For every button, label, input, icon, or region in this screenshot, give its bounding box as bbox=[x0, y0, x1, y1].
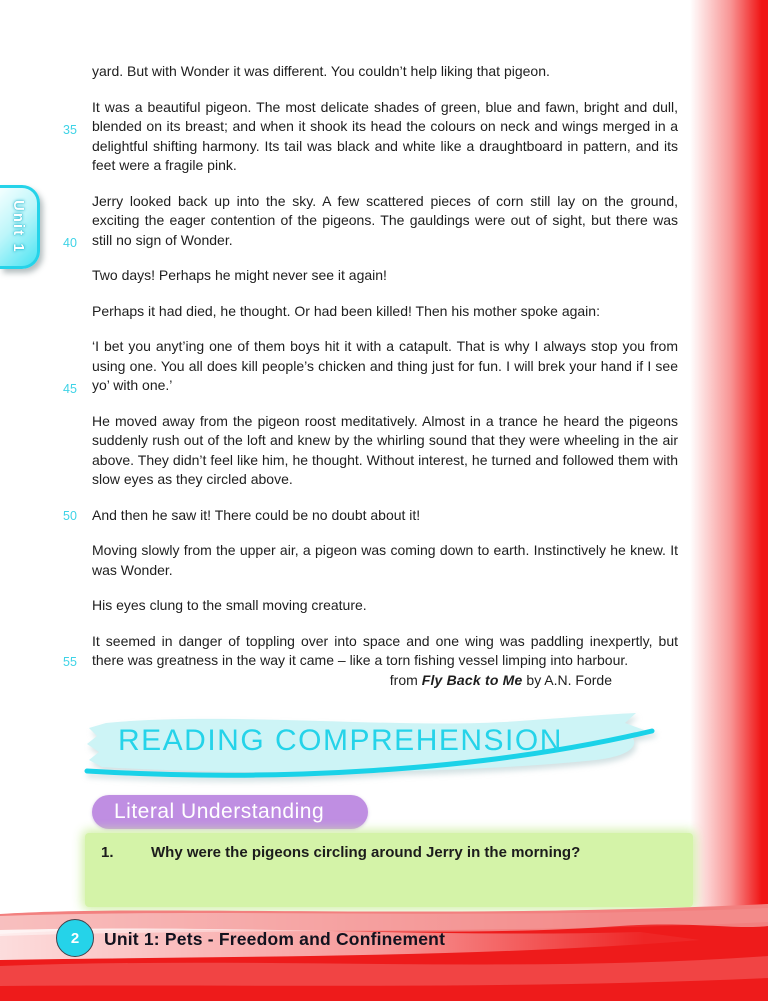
passage-attribution: from Fly Back to Me by A.N. Forde bbox=[389, 671, 612, 688]
unit-tab-label: Unit 1 bbox=[10, 200, 27, 254]
question-number: 1. bbox=[101, 844, 114, 861]
page-number-badge bbox=[56, 919, 94, 957]
footer-wave-graphic bbox=[0, 900, 768, 1001]
passage-paragraph: Moving slowly from the upper air, a pigeon was coming down to earth. Instinctively he knew. It was Wonder. bbox=[92, 542, 678, 578]
section-title: READING COMPREHENSION bbox=[118, 724, 563, 757]
passage-paragraph: It was a beautiful pigeon. The most delicate shades of green, blue and fawn, bright and dull, blended on its breast; and when it shook its head the colours on neck and wings merged in a delightful shifting harmony. Its tail was black and white like a draughtboard in pattern, and its feet were a fragile pink. bbox=[92, 98, 678, 173]
reading-passage bbox=[92, 62, 678, 690]
passage-paragraph: It seemed in danger of toppling over into space and one wing was paddling inexpertly, but there was greatness in the way it came – like a torn fishing vessel limping into harbour. bbox=[92, 632, 678, 668]
passage-paragraph: Jerry looked back up into the sky. A few scattered pieces of corn still lay on the ground, exciting the eager contention of the pigeons. The gauldings were out of sight, but there was still no sign of Wonder. bbox=[92, 192, 678, 248]
passage-paragraph: ‘I bet you anyt’ing one of them boys hit it with a catapult. That is why I always stop you from using one. You all does kill people’s chicken and thing just for fun. I will brek your hand if I see yo’ with one.’ bbox=[92, 338, 678, 393]
passage-paragraph: Two days! Perhaps he might never see it again! bbox=[92, 267, 387, 283]
line-number: 45 bbox=[63, 382, 77, 396]
line-number: 35 bbox=[63, 123, 77, 137]
footer-unit-title: Unit 1: Pets - Freedom and Confinement bbox=[104, 929, 446, 949]
passage-paragraph: He moved away from the pigeon roost meditatively. Almost in a trance he heard the pigeons suddenly rush out of the loft and knew by the whirling sound that they were wheeling in the air above. They didn’t feel like him, he thought. Without interest, he turned and followed them with slow eyes as they circled above. bbox=[92, 412, 678, 487]
page-edge-red-gradient bbox=[690, 0, 768, 1001]
passage-paragraph: yard. But with Wonder it was different. You couldn’t help liking that pigeon. bbox=[92, 63, 550, 79]
line-number: 50 bbox=[63, 509, 77, 523]
question-text: Why were the pigeons circling around Jerry in the morning? bbox=[151, 844, 581, 861]
question-box bbox=[85, 833, 693, 907]
subsection-heading: Literal Understanding bbox=[92, 795, 368, 829]
book-title: Fly Back to Me bbox=[421, 671, 523, 688]
line-number: 55 bbox=[63, 655, 77, 669]
line-number: 40 bbox=[63, 236, 77, 250]
page-number: 2 bbox=[70, 929, 80, 947]
passage-paragraph: His eyes clung to the small moving creature. bbox=[92, 597, 367, 613]
passage-paragraph: And then he saw it! There could be no doubt about it! bbox=[92, 506, 421, 523]
passage-paragraph: Perhaps it had died, he thought. Or had been killed! Then his mother spoke again: bbox=[92, 302, 600, 319]
unit-tab bbox=[0, 185, 40, 269]
